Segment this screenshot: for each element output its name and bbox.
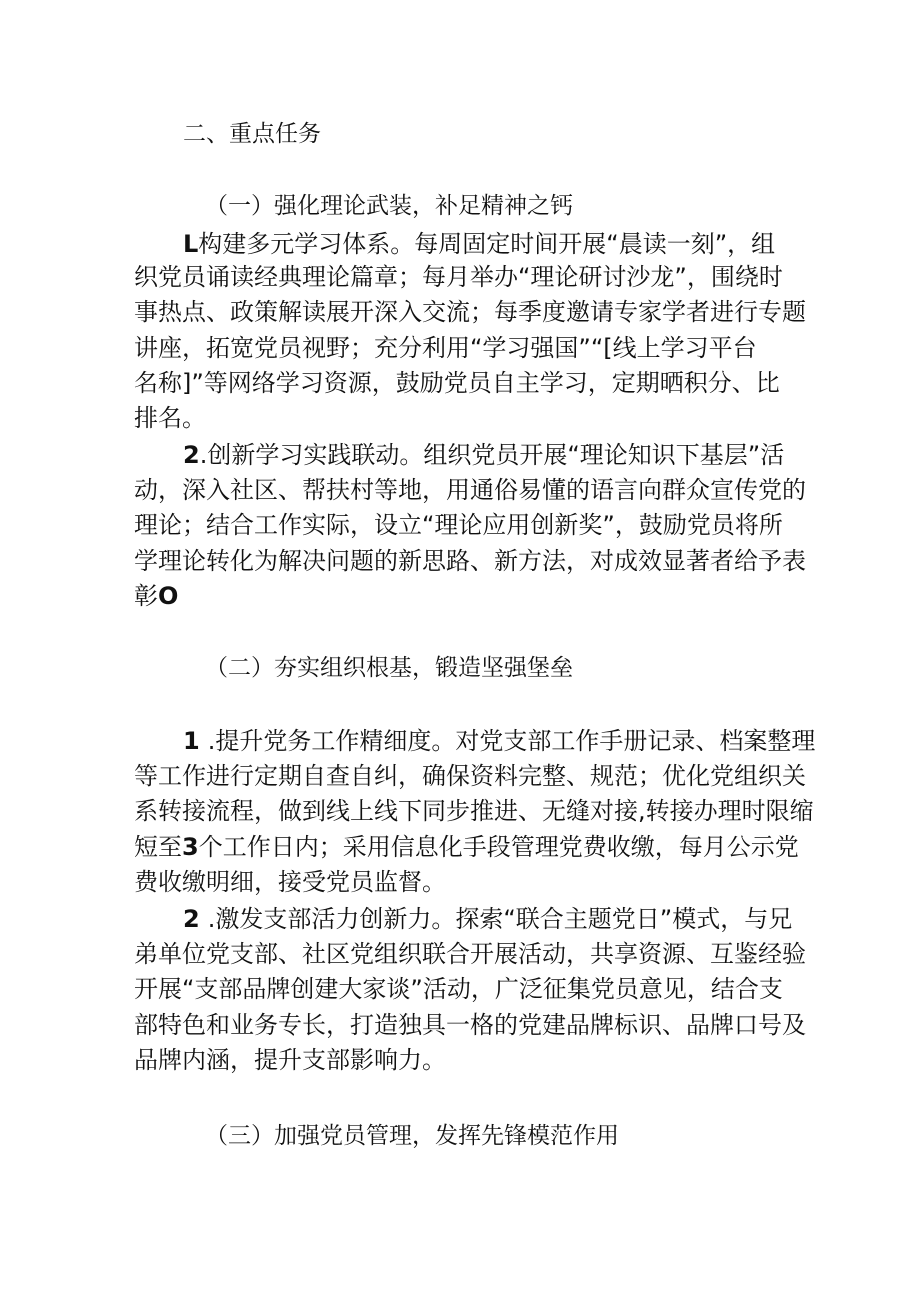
sub2-p1-line4-post: 个工作日内；采用信息化手段管理党费收缴，每月公示党	[198, 833, 799, 861]
sub1-title: （一）强化理论武装，补足精神之钙	[205, 193, 573, 219]
sub1-p2-line1	[183, 435, 784, 475]
sub1-p1-line5: 名称]”等网络学习资源，鼓励党员自主学习，定期晒积分、比	[134, 369, 780, 397]
sub2-p2-line1	[183, 899, 792, 939]
sub1-p1-text-1: 构建多元学习体系。每周固定时间开展“晨读一刻”，组	[198, 230, 776, 258]
sub2-p2-text-1: .激发支部活力创新力。探索“联合主题党日”模式，与兄	[207, 905, 793, 933]
sub1-p1-line2: 织党员诵读经典理论篇章；每月举办“理论研讨沙龙”，围绕时	[134, 263, 783, 291]
sub2-p2-line2: 弟单位党支部、社区党组织联合开展活动，共享资源、互鉴经验	[134, 940, 806, 968]
sub2-p1-line4	[134, 827, 799, 867]
sub1-p2-line3: 理论；结合工作实际，设立“理论应用创新奖”，鼓励党员将所	[134, 511, 783, 539]
sub2-p2-number: 2	[183, 905, 200, 933]
sub2-p1-line4-number: 3	[182, 833, 199, 861]
sub1-p2-line5	[134, 576, 178, 616]
sub1-p2-line2: 动，深入社区、帮扶村等地，用通俗易懂的语言向群众宣传党的	[134, 476, 806, 504]
sub2-p2-line5: 品牌内涵，提升支部影响力。	[134, 1046, 446, 1074]
sub1-p2-end-mark: O	[158, 582, 179, 610]
sub2-p1-number: 1	[183, 727, 200, 755]
sub1-p1-number: L	[183, 230, 199, 258]
sub2-p1-line2: 等工作进行定期自查自纠，确保资料完整、规范；优化党组织关	[134, 762, 806, 790]
sub1-p2-line4: 学理论转化为解决问题的新思路、新方法，对成效显著者给予表	[134, 547, 806, 575]
sub2-p2-line3: 开展“支部品牌创建大家谈”活动，广泛征集党员意见，结合支	[134, 975, 783, 1003]
sub1-p2-text-1: .创新学习实践联动。组织党员开展“理论知识下基层”活	[199, 441, 785, 469]
sub2-p1-text-1: .提升党务工作精细度。对党支部工作手册记录、档案整理	[207, 727, 816, 755]
sub1-p1-line6: 排名。	[134, 404, 206, 432]
sub2-p1-line1	[183, 721, 815, 761]
section-title: 二、重点任务	[183, 121, 321, 147]
sub3-title: （三）加强党员管理，发挥先锋模范作用	[205, 1123, 619, 1149]
sub1-p1-line3: 事热点、政策解读展开深入交流；每季度邀请专家学者进行专题	[134, 298, 806, 326]
sub2-p2-line4: 部特色和业务专长，打造独具一格的党建品牌标识、品牌口号及	[134, 1011, 806, 1039]
sub2-p1-line5: 费收缴明细，接受党员监督。	[134, 868, 446, 896]
sub1-p2-last-text: 彰	[134, 582, 158, 610]
sub1-p1-line4: 讲座，拓宽党员视野；充分利用“学习强国”“[线上学习平台	[134, 334, 757, 362]
sub2-p1-line3: 系转接流程，做到线上线下同步推进、无缝对接,转接办理时限缩	[134, 797, 814, 825]
sub1-p2-number: 2	[183, 441, 200, 469]
sub2-title: （二）夯实组织根基，锻造坚强堡垒	[205, 655, 573, 681]
sub2-p1-line4-pre: 短至	[134, 833, 182, 861]
